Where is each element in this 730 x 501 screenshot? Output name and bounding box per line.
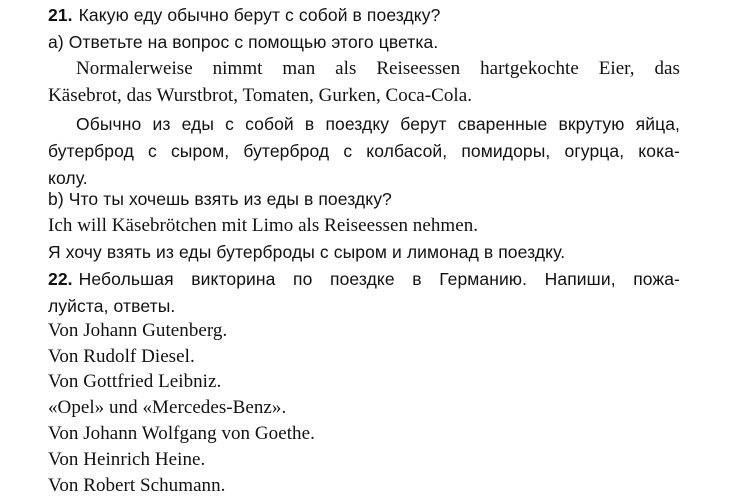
task-21a-russian-line-3: колу. — [48, 168, 88, 188]
task-21a-german-line-2: Käsebrot, das Wurstbrot, Tomaten, Gurken, Coca-Cola. — [48, 85, 473, 106]
task-22-answer: Von Rudolf Diesel. — [48, 346, 195, 367]
task-21-number: 21. — [48, 5, 73, 25]
task-21b-russian: Я хочу взять из еды бутерброды с сыром и лимонад в поездку. — [48, 242, 566, 262]
task-22-answer: Von Robert Schumann. — [48, 475, 226, 496]
task-22-answer: Von Johann Wolfgang von Goethe. — [48, 423, 315, 444]
task-22-answer: Von Heinrich Heine. — [48, 449, 206, 470]
task-22-title-line-2: луйста, ответы. — [48, 296, 176, 316]
task-22-title-line-1: Небольшая викторина по поездке в Германию. Напиши, пожа- — [78, 269, 680, 289]
task-21b-german: Ich will Käsebrötchen mit Limo als Reiseessen nehmen. — [48, 215, 479, 236]
task-22-number: 22. — [48, 269, 73, 289]
task-22-answer: «Opel» und «Mercedes-Benz». — [48, 397, 287, 418]
task-21a-russian-line-2: бутерброд с сыром, бутерброд с колбасой, помидоры, огурца, кока- — [48, 141, 680, 161]
task-21a-label: a) Ответьте на вопрос с помощью этого цветка. — [48, 32, 439, 52]
task-21b-label: b) Что ты хочешь взять из еды в поездку? — [48, 189, 392, 209]
task-22-answer: Von Gottfried Leibniz. — [48, 371, 222, 392]
task-21-heading — [48, 2, 440, 28]
task-21a-german-line-1: Normalerweise nimmt man als Reiseessen hartgekochte Eier, das — [76, 58, 680, 79]
task-22-heading — [48, 266, 680, 292]
task-22-answer: Von Johann Gutenberg. — [48, 320, 228, 341]
task-21-title: Какую еду обычно берут с собой в поездку? — [78, 5, 441, 25]
task-21a-russian-line-1: Обычно из еды с собой в поездку берут сваренные вкрутую яйца, — [76, 114, 680, 134]
